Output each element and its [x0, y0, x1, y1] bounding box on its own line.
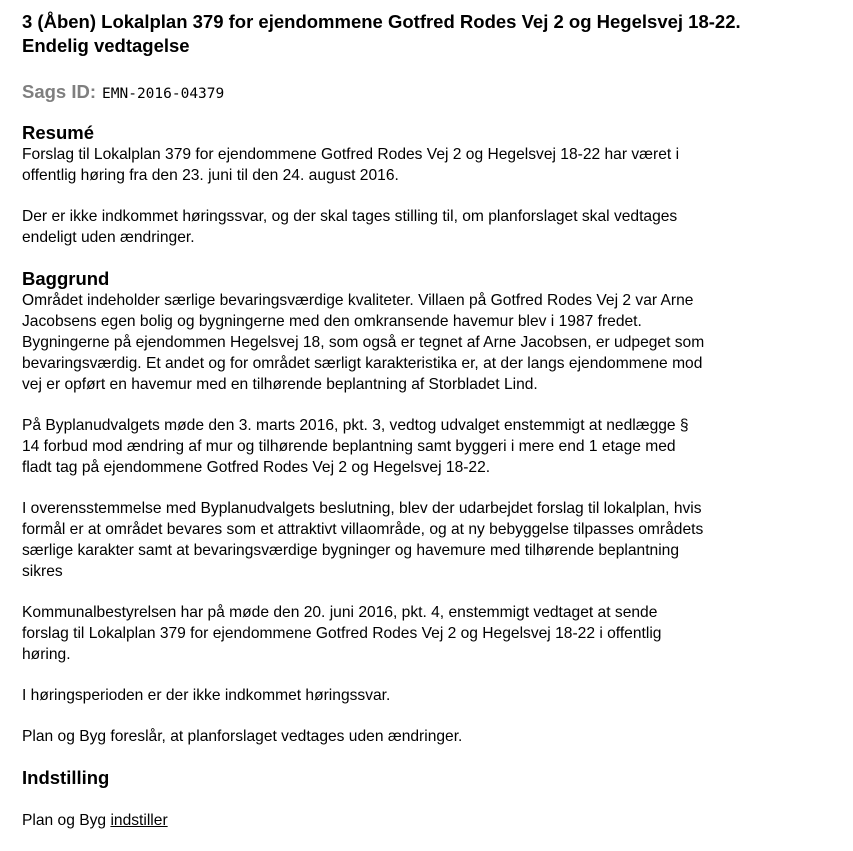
agenda-item-title: 3 (Åben) Lokalplan 379 for ejendommene Gotfred Rodes Vej 2 og Hegelsvej 18-22. Endelig vedtagelse: [22, 11, 741, 56]
baggrund-paragraph: Plan og Byg foreslår, at planforslaget vedtages uden ændringer.: [22, 728, 463, 745]
section-heading-resume: Resumé: [22, 122, 94, 143]
section-resume: [22, 122, 831, 248]
baggrund-paragraph: I høringsperioden er der ikke indkommet høringssvar.: [22, 687, 391, 704]
section-heading-baggrund: Baggrund: [22, 268, 110, 289]
resume-paragraph: Der er ikke indkommet høringssvar, og der skal tages stilling til, om planforslaget skal vedtages endeligt uden ændringer.: [22, 208, 678, 246]
case-id-label: Sags ID:: [22, 81, 97, 102]
case-id-row: [22, 80, 831, 106]
baggrund-paragraph: På Byplanudvalgets møde den 3. marts 2016, pkt. 3, vedtog udvalget enstemmigt at nedlægge § 14 forbud mod ændring af mur og tilhørende beplantning samt byggeri i mere end 1 etage med fladt tag på ejendommene Gotfred Rodes Vej 2 og Hegelsvej 18-22.: [22, 417, 689, 476]
baggrund-paragraph: Området indeholder særlige bevaringsværdige kvaliteter. Villaen på Gotfred Rodes Vej 2 var Arne Jacobsens egen bolig og bygningerne med den omkransende havemur blev i 1987 fredet. Bygningerne på ejendommen Hegelsvej 18, som også er tegnet af Arne Jacobsen, er udpeget som bevaringsværdig. Et andet og for området særligt karakteristika er, at der langs ejendommene mod vej er opført en havemur med en tilhørende beplantning af Storbladet Lind.: [22, 292, 705, 393]
resume-paragraph: Forslag til Lokalplan 379 for ejendommene Gotfred Rodes Vej 2 og Hegelsvej 18-22 har været i offentlig høring fra den 23. juni til den 24. august 2016.: [22, 146, 680, 184]
section-baggrund: [22, 268, 831, 747]
indstilling-text: Plan og Byg: [22, 812, 111, 829]
baggrund-paragraph: Kommunalbestyrelsen har på møde den 20. juni 2016, pkt. 4, enstemmigt vedtaget at sende forslag til Lokalplan 379 for ejendommene Gotfred Rodes Vej 2 og Hegelsvej 18-22 i offentlig høring.: [22, 604, 662, 663]
section-indstilling: [22, 767, 831, 831]
case-id-value: EMN-2016-04379: [102, 86, 225, 102]
section-heading-indstilling: Indstilling: [22, 767, 110, 788]
baggrund-paragraph: I overensstemmelse med Byplanudvalgets beslutning, blev der udarbejdet forslag til lokalplan, hvis formål er at området bevares som et attraktivt villaområde, og at ny bebyggelse tilpasses områdets særlige karakter samt at bevaringsværdige bygninger og havemure med tilhørende beplantning sikres: [22, 500, 704, 580]
indstiller-link[interactable]: indstiller: [110, 812, 168, 829]
indstilling-paragraph: [22, 789, 831, 831]
